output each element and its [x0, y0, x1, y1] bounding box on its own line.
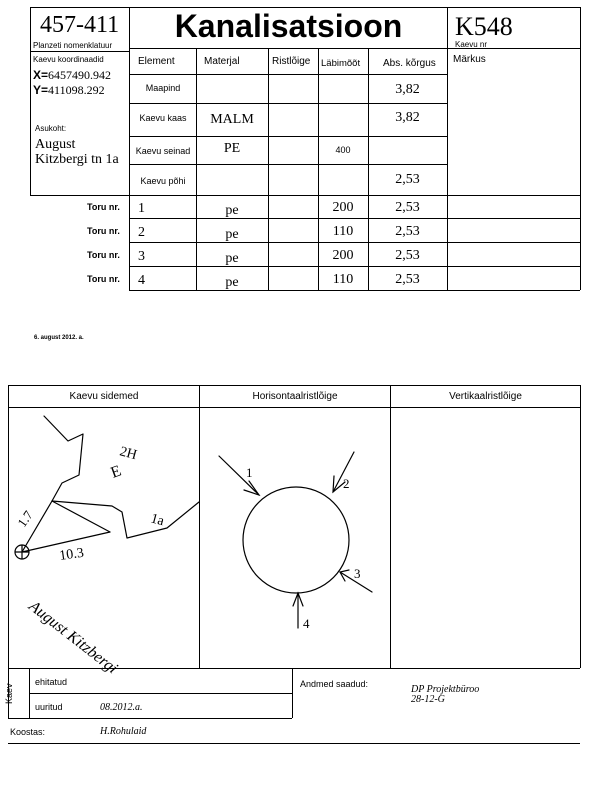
- row-height: 3,82: [395, 110, 420, 125]
- built-label: ehitatud: [35, 677, 68, 687]
- pipe-height: 2,53: [395, 272, 420, 287]
- coords-label: Kaevu koordinaadid: [33, 55, 104, 64]
- pipe-nr: 1: [138, 201, 145, 216]
- coord-x-label: X=: [33, 68, 49, 82]
- col-header-element: Element: [138, 56, 175, 67]
- row-element: Kaevu kaas: [139, 113, 187, 123]
- sketch-col-title: Kaevu sidemed: [69, 391, 139, 402]
- sketch-label: 1a: [148, 511, 166, 530]
- sketch-label: E: [108, 462, 124, 482]
- pipe-label: Toru nr.: [87, 274, 120, 284]
- sketch-col-title: Vertikaalristlõige: [449, 391, 522, 402]
- coord-x-value: 6457490.942: [48, 68, 112, 82]
- side-label-text: Kaev: [4, 683, 14, 704]
- pipe-diameter: 110: [332, 224, 354, 239]
- surveyed-value: 08.2012.a.: [100, 702, 143, 713]
- row-element: Kaevu seinad: [135, 146, 191, 156]
- row-material: MALM: [210, 112, 254, 127]
- date-stamp: 6. august 2012. a.: [34, 335, 84, 341]
- sketch-label: 2H: [117, 444, 139, 464]
- sketch-label: 10.3: [58, 545, 85, 564]
- location-line1: August: [35, 137, 76, 152]
- coord-y-value: 411098.292: [48, 83, 105, 97]
- pipe-nr: 4: [138, 273, 145, 288]
- pipe-diameter: 200: [332, 248, 354, 263]
- col-header-height: Abs. kõrgus: [383, 58, 436, 69]
- row-diameter: 400: [335, 145, 351, 155]
- pipe-label: Toru nr.: [87, 202, 120, 212]
- col-header-section: Ristlõige: [272, 56, 311, 67]
- pipe-label: Toru nr.: [87, 226, 120, 236]
- pipe-material: pe: [225, 275, 239, 290]
- pipe-height: 2,53: [395, 248, 420, 263]
- pipe-line: [219, 456, 259, 495]
- row-height: 2,53: [395, 172, 420, 187]
- coord-y-label: Y=: [33, 83, 49, 97]
- row-height: 3,82: [395, 82, 420, 97]
- row-element: Maapind: [145, 83, 181, 93]
- pipe-height: 2,53: [395, 224, 420, 239]
- sketch-label: 1.7: [14, 507, 36, 530]
- sheet-label: Planzeti nomenklatuur: [33, 41, 113, 50]
- sketch-col-title: Horisontaalristlõige: [252, 391, 338, 402]
- data-from-line1: DP Projektbüroo: [411, 684, 480, 695]
- well-label: Kaevu nr: [455, 40, 488, 49]
- pipe-number-label: 1: [246, 465, 253, 480]
- pipe-nr: 2: [138, 225, 145, 240]
- well-id: K548: [455, 12, 513, 41]
- col-header-notes: Märkus: [453, 54, 486, 65]
- pipe-material: pe: [225, 251, 239, 266]
- pipe-nr: 3: [138, 249, 145, 264]
- compiled-value: H.Rohulaid: [100, 726, 147, 737]
- pipe-number-label: 2: [343, 476, 350, 491]
- pipe-number-label: 3: [354, 566, 361, 581]
- side-label: [4, 664, 14, 704]
- sketch-label: August Kitzbergi: [25, 597, 121, 678]
- pipe-diameter: 110: [332, 272, 354, 287]
- sheet-number: 457-411: [40, 12, 120, 38]
- pipe-material: pe: [225, 203, 239, 218]
- well-circle: [243, 487, 349, 593]
- compiled-label: Koostas:: [10, 727, 46, 737]
- col-header-diameter: Läbimõõt: [321, 58, 361, 69]
- pipe-diameter: 200: [332, 200, 354, 215]
- data-from-label: Andmed saadud:: [300, 679, 369, 689]
- pipe-number-label: 4: [303, 616, 310, 631]
- location-label: Asukoht:: [35, 124, 67, 133]
- row-element: Kaevu põhi: [140, 176, 186, 186]
- pipe-height: 2,53: [395, 200, 420, 215]
- page-title: Kanalisatsioon: [174, 8, 403, 44]
- surveyed-label: uuritud: [35, 702, 63, 712]
- pipe-material: pe: [225, 227, 239, 242]
- row-material: PE: [223, 141, 241, 156]
- col-header-material: Materjal: [204, 56, 240, 67]
- pipe-label: Toru nr.: [87, 250, 120, 260]
- data-from-line2: 28-12-G: [411, 694, 445, 705]
- location-line2: Kitzbergi tn 1a: [35, 152, 119, 167]
